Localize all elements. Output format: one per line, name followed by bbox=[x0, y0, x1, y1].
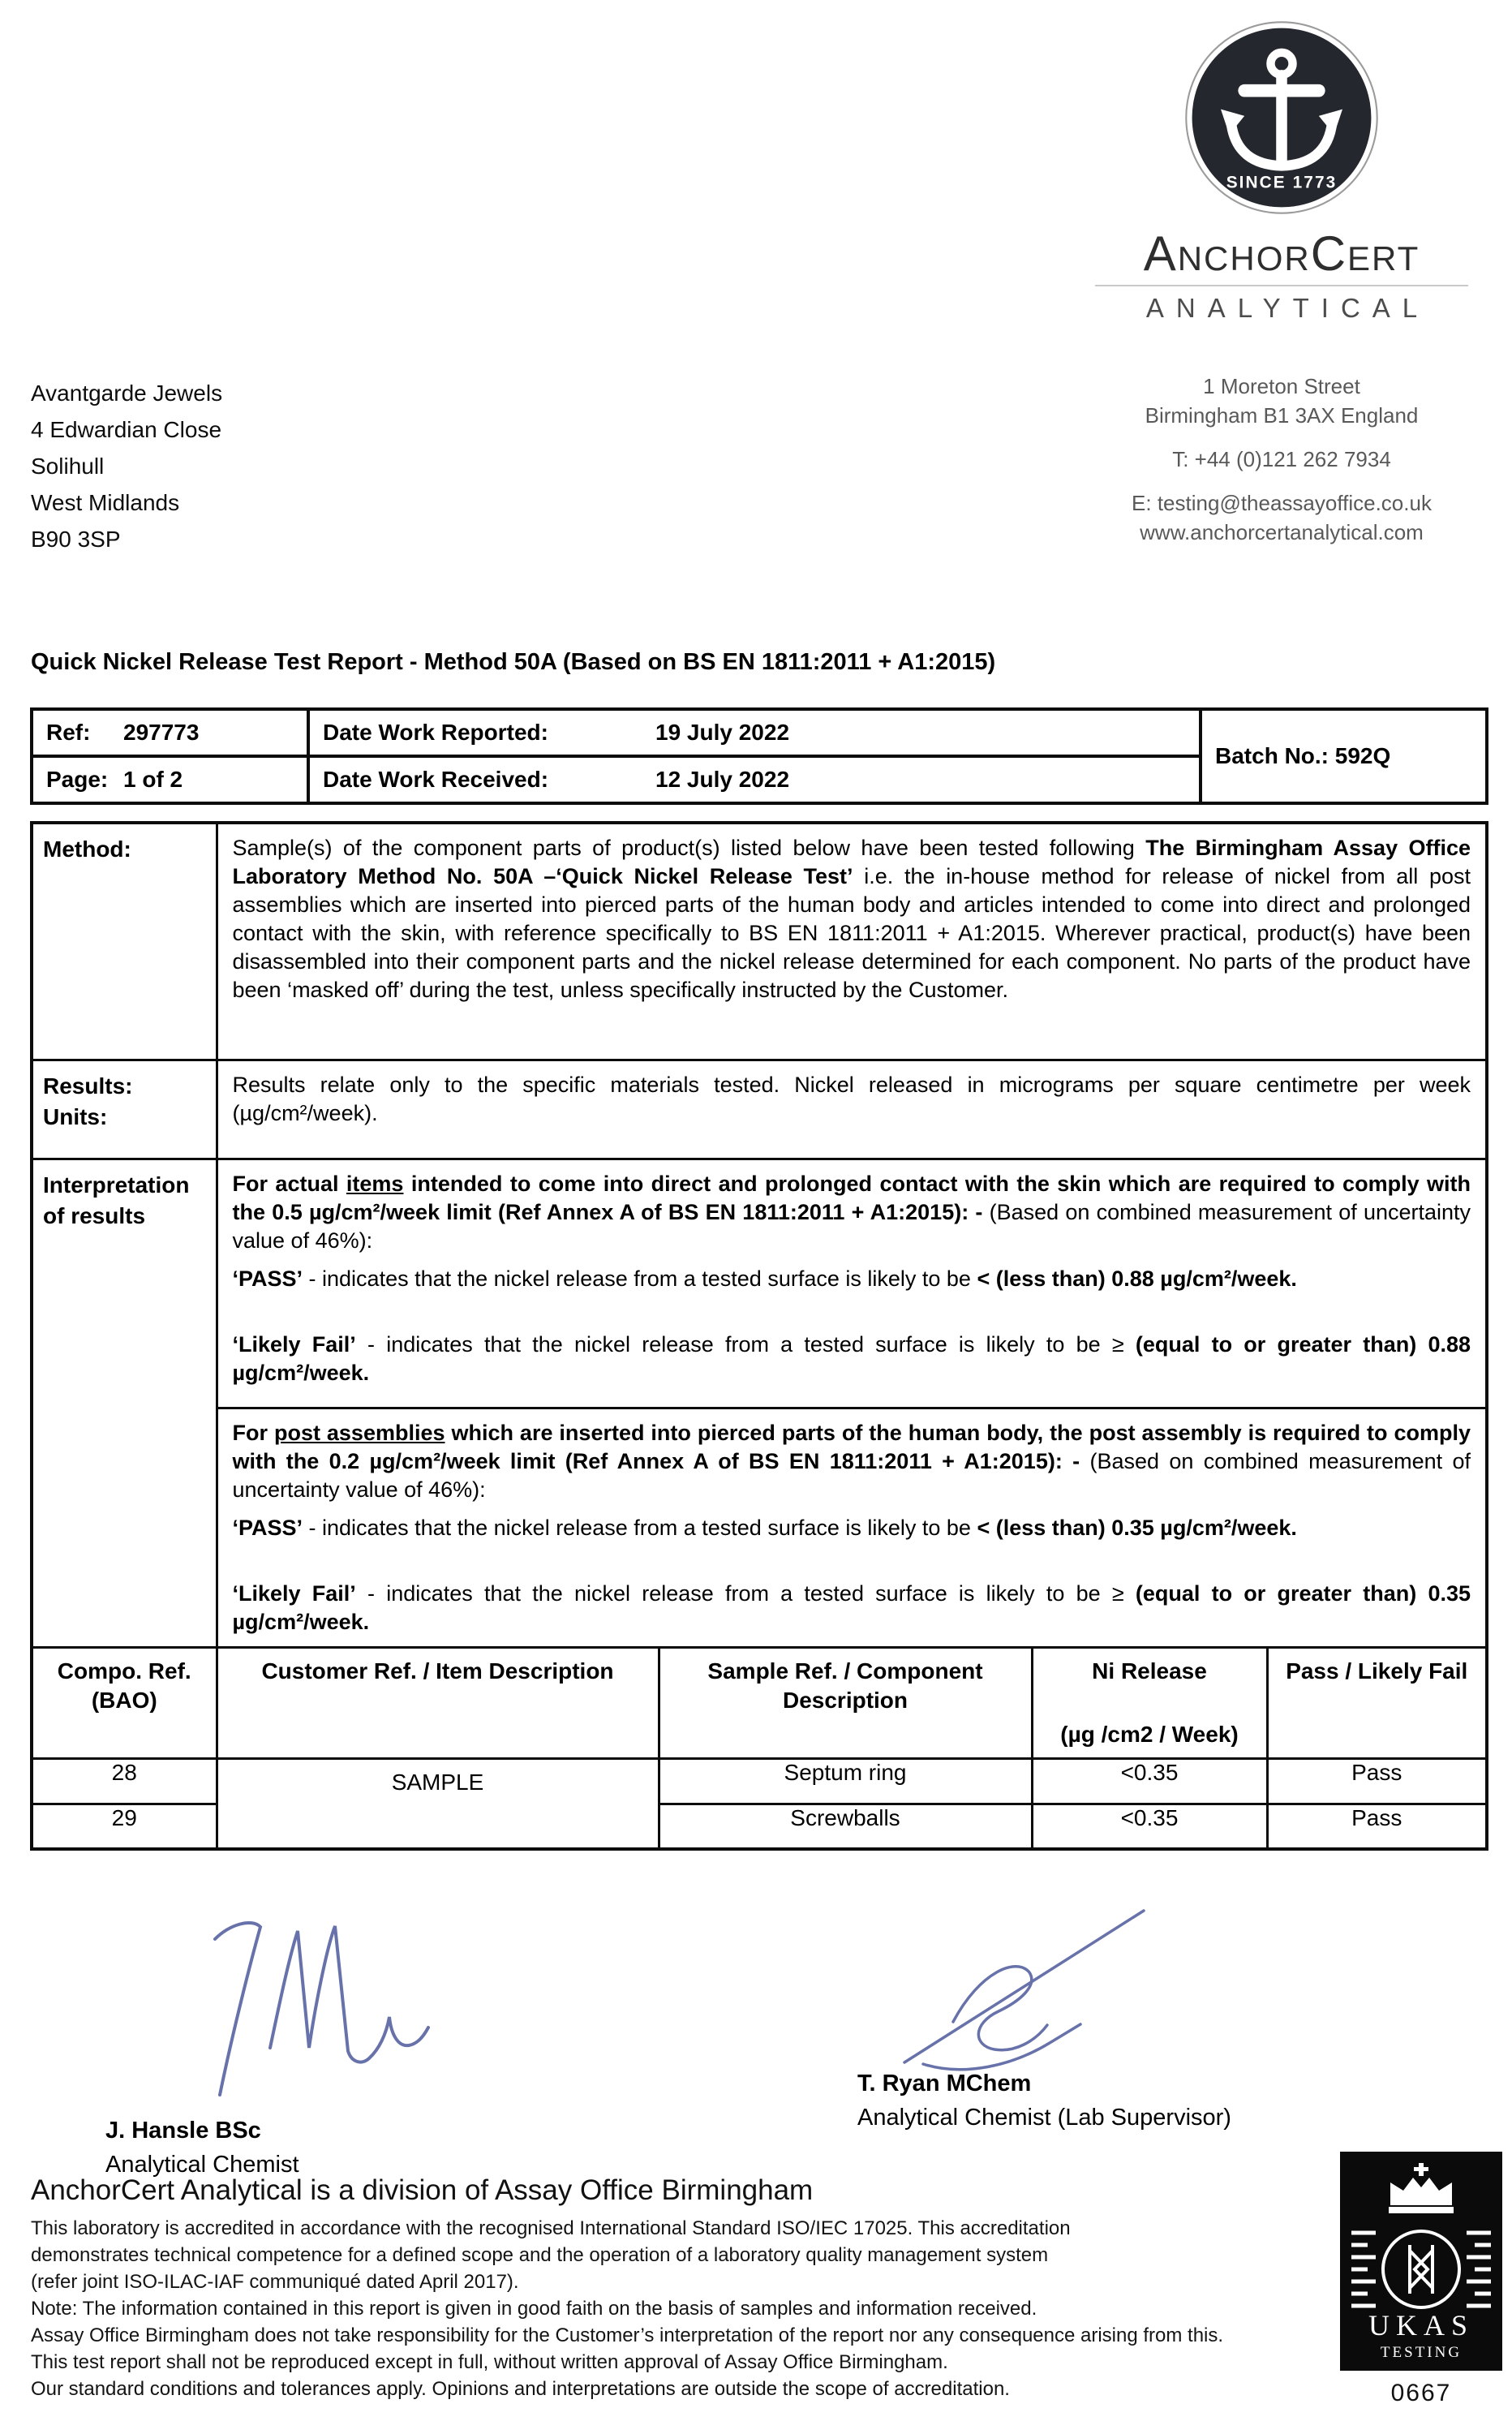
text-run: < (less than) 0.88 µg/cm²/week. bbox=[977, 1266, 1297, 1291]
text-run: post assemblies bbox=[273, 1420, 445, 1445]
text-run: ‘Likely Fail’ bbox=[232, 1580, 356, 1606]
ukas-accreditation-mark bbox=[1340, 2152, 1502, 2407]
customer-ref-value: SAMPLE bbox=[217, 1758, 659, 1849]
ref-label: Ref: bbox=[46, 720, 91, 745]
reference-table bbox=[30, 707, 1488, 805]
date-reported-cell bbox=[308, 709, 1201, 756]
lab-contact-block bbox=[1063, 372, 1501, 547]
page-label: Page: bbox=[46, 767, 109, 792]
interpretation-items-block bbox=[217, 1159, 1487, 1408]
batch-cell: Batch No.: 592Q bbox=[1201, 709, 1487, 803]
text-run: - indicates that the nickel release from a tested surface is likely to be ≥ bbox=[355, 1331, 1136, 1357]
brand-subtitle: ANALYTICAL bbox=[1145, 293, 1430, 323]
text-run: (Based on combined measurement of uncertainty value of 46%): bbox=[232, 1199, 1471, 1253]
customer-address-line: B90 3SP bbox=[31, 527, 121, 552]
header-customer-ref: Customer Ref. / Item Description bbox=[217, 1647, 659, 1758]
ukas-name: UKAS bbox=[1368, 2309, 1475, 2342]
result-row bbox=[32, 1758, 1487, 1804]
signatory-right bbox=[857, 2071, 1231, 2131]
ref-cell bbox=[32, 709, 308, 756]
footer-block bbox=[31, 2174, 1329, 2402]
method-label: Method: bbox=[32, 823, 217, 1060]
ukas-logo bbox=[1340, 2152, 1502, 2371]
header-pass-fail: Pass / Likely Fail bbox=[1267, 1647, 1487, 1758]
date-received-cell bbox=[308, 756, 1201, 803]
interpretation-row-a bbox=[32, 1159, 1487, 1408]
ni-release-value: <0.35 bbox=[1032, 1758, 1267, 1804]
page-cell bbox=[32, 756, 308, 803]
method-text bbox=[217, 823, 1487, 1060]
interpretation-label-line: of results bbox=[43, 1202, 146, 1228]
signatory-title: Analytical Chemist bbox=[105, 2152, 299, 2178]
pass-definition bbox=[233, 1514, 1471, 1542]
text-run: - indicates that the nickel release from a tested surface is likely to be ≥ bbox=[355, 1580, 1136, 1606]
header-line: Description bbox=[782, 1687, 908, 1713]
anchorcert-badge-logo bbox=[1180, 16, 1383, 219]
header-line: (µg /cm2 / Week) bbox=[1060, 1721, 1239, 1747]
header-line: Sample Ref. / Component bbox=[707, 1658, 983, 1684]
likely-fail-definition bbox=[233, 1331, 1471, 1387]
text-run: - indicates that the nickel release from a tested surface is likely to be bbox=[303, 1266, 977, 1291]
component-value: Septum ring bbox=[659, 1758, 1032, 1804]
header-sample-ref bbox=[659, 1647, 1032, 1758]
pass-fail-value: Pass bbox=[1267, 1804, 1487, 1849]
signatory-name: J. Hansle BSc bbox=[105, 2118, 261, 2144]
text-run: (Based on combined measurement of uncertainty value of 46%): bbox=[232, 1448, 1471, 1502]
ref-value: 297773 bbox=[123, 720, 200, 745]
text-run: - indicates that the nickel release from a tested surface is likely to be bbox=[303, 1515, 977, 1540]
footer-line: demonstrates technical competence for a defined scope and the operation of a laboratory quality management system bbox=[31, 2244, 1049, 2266]
text-run: ‘Likely Fail’ bbox=[232, 1331, 356, 1357]
signature-left-image bbox=[138, 1884, 519, 2119]
footer-line: Our standard conditions and tolerances apply. Opinions and interpretations are outside the scope of accreditation. bbox=[31, 2378, 1010, 2400]
customer-address-line: 4 Edwardian Close bbox=[31, 417, 222, 442]
date-reported-label: Date Work Reported: bbox=[323, 720, 548, 745]
lab-website: www.anchorcertanalytical.com bbox=[1140, 520, 1424, 544]
date-received-value: 12 July 2022 bbox=[655, 767, 790, 792]
footer-line: (refer joint ISO-ILAC-IAF communiqué dated April 2017). bbox=[31, 2271, 519, 2293]
footer-line: Assay Office Birmingham does not take responsibility for the Customer’s interpretation of the report nor any consequence arising from this. bbox=[31, 2324, 1224, 2346]
customer-address-line: West Midlands bbox=[31, 490, 180, 515]
results-units-text: Results relate only to the specific materials tested. Nickel released in micrograms per square centimetre per week (µg/cm²/week). bbox=[217, 1060, 1487, 1159]
method-row bbox=[32, 823, 1487, 1060]
results-units-row bbox=[32, 1060, 1487, 1159]
interpretation-intro bbox=[233, 1419, 1471, 1504]
text-run: which are inserted into pierced parts of the human body, the post assembly is required to comply with the 0.2 µg/cm²/week limit (Ref Annex A of BS EN 1811:2011 + A1:2015): - bbox=[232, 1420, 1471, 1473]
ukas-number: 0667 bbox=[1390, 2380, 1452, 2406]
lab-address-line: 1 Moreton Street bbox=[1203, 374, 1360, 398]
customer-address bbox=[31, 375, 222, 557]
signatory-title: Analytical Chemist (Lab Supervisor) bbox=[857, 2105, 1231, 2131]
footer-disclaimer bbox=[31, 2215, 1329, 2402]
text-run: The Birmingham Assay Office Laboratory Method No. 50A –‘Quick Nickel Release Test’ bbox=[232, 836, 1471, 888]
report-title: Quick Nickel Release Test Report - Method 50A (Based on BS EN 1811:2011 + A1:2015) bbox=[31, 649, 996, 675]
results-header-row bbox=[32, 1647, 1487, 1758]
signatory-left bbox=[105, 2118, 299, 2178]
interpretation-row-b bbox=[32, 1408, 1487, 1647]
compo-ref-value: 29 bbox=[32, 1804, 217, 1849]
header-line: Compo. Ref. bbox=[57, 1658, 191, 1684]
interpretation-posts-block bbox=[217, 1408, 1487, 1647]
footer-line: This laboratory is accredited in accordance with the recognised International Standard ISO/IEC 17025. This accreditation bbox=[31, 2217, 1071, 2239]
brand-divider bbox=[1095, 285, 1468, 286]
footer-line: This test report shall not be reproduced except in full, without written approval of Assay Office Birmingham. bbox=[31, 2351, 948, 2373]
ni-release-value: <0.35 bbox=[1032, 1804, 1267, 1849]
interpretation-label-line: Interpretation bbox=[43, 1172, 190, 1198]
text-run: ‘PASS’ bbox=[232, 1266, 303, 1291]
table-row bbox=[32, 709, 1487, 756]
signatory-name: T. Ryan MChem bbox=[857, 2071, 1032, 2096]
ukas-type: TESTING bbox=[1380, 2344, 1463, 2361]
units-label: Units: bbox=[43, 1103, 108, 1129]
footer-heading: AnchorCert Analytical is a division of Assay Office Birmingham bbox=[31, 2174, 814, 2206]
interpretation-label bbox=[32, 1159, 217, 1647]
lab-address-line: Birmingham B1 3AX England bbox=[1145, 403, 1419, 428]
badge-since-text: SINCE 1773 bbox=[1226, 173, 1338, 192]
pass-definition bbox=[233, 1265, 1471, 1293]
pass-fail-value: Pass bbox=[1267, 1758, 1487, 1804]
customer-address-line: Solihull bbox=[31, 454, 105, 479]
signature-right-image bbox=[876, 1890, 1249, 2077]
method-results-table bbox=[30, 821, 1488, 1851]
text-run: Sample(s) of the component parts of product(s) listed below have been tested following bbox=[232, 836, 1146, 860]
brand-name: AnchorCert bbox=[1143, 226, 1420, 281]
component-value: Screwballs bbox=[659, 1804, 1032, 1849]
results-label: Results: bbox=[43, 1073, 133, 1099]
text-run: (equal to or greater than) 0.35 µg/cm²/week. bbox=[232, 1580, 1471, 1634]
footer-line: Note: The information contained in this report is given in good faith on the basis of samples and information received. bbox=[31, 2298, 1037, 2320]
date-received-label: Date Work Received: bbox=[323, 767, 549, 792]
text-run: < (less than) 0.35 µg/cm²/week. bbox=[977, 1515, 1297, 1540]
lab-email: E: testing@theassayoffice.co.uk bbox=[1132, 491, 1432, 515]
text-run: i.e. the in-house method for release of nickel from all post assemblies which are inserted into pierced parts of the human body and articles intended to come into direct and prolonged contact with the skin, with reference specifically to BS EN 1811:2011 + A1:2015. Wherever practical, product(s) have been disassembled into their component parts and the nickel release determined for each component. No parts of the product have been ‘masked off’ during the test, unless specifically instructed by the Customer. bbox=[232, 864, 1471, 1002]
header-line: (BAO) bbox=[91, 1687, 157, 1713]
likely-fail-definition bbox=[233, 1580, 1471, 1636]
text-run: intended to come into direct and prolonged contact with the skin which are required to comply with the 0.5 µg/cm²/week limit (Ref Annex A of BS EN 1811:2011 + A1:2015): - bbox=[232, 1171, 1471, 1224]
header-ni-release bbox=[1032, 1647, 1267, 1758]
lab-phone: T: +44 (0)121 262 7934 bbox=[1172, 447, 1391, 471]
page-value: 1 of 2 bbox=[123, 767, 183, 792]
header-line: Ni Release bbox=[1092, 1658, 1207, 1684]
compo-ref-value: 28 bbox=[32, 1758, 217, 1804]
customer-address-line: Avantgarde Jewels bbox=[31, 381, 223, 406]
text-run: (equal to or greater than) 0.88 µg/cm²/week. bbox=[232, 1331, 1471, 1385]
text-run: For actual bbox=[232, 1171, 346, 1196]
text-run: items bbox=[346, 1171, 404, 1196]
date-reported-value: 19 July 2022 bbox=[655, 720, 790, 745]
header-compo-ref bbox=[32, 1647, 217, 1758]
text-run: For bbox=[232, 1420, 274, 1445]
anchorcert-wordmark bbox=[1055, 226, 1509, 324]
text-run: ‘PASS’ bbox=[232, 1515, 303, 1540]
results-units-label bbox=[32, 1060, 217, 1159]
interpretation-intro bbox=[233, 1170, 1471, 1255]
